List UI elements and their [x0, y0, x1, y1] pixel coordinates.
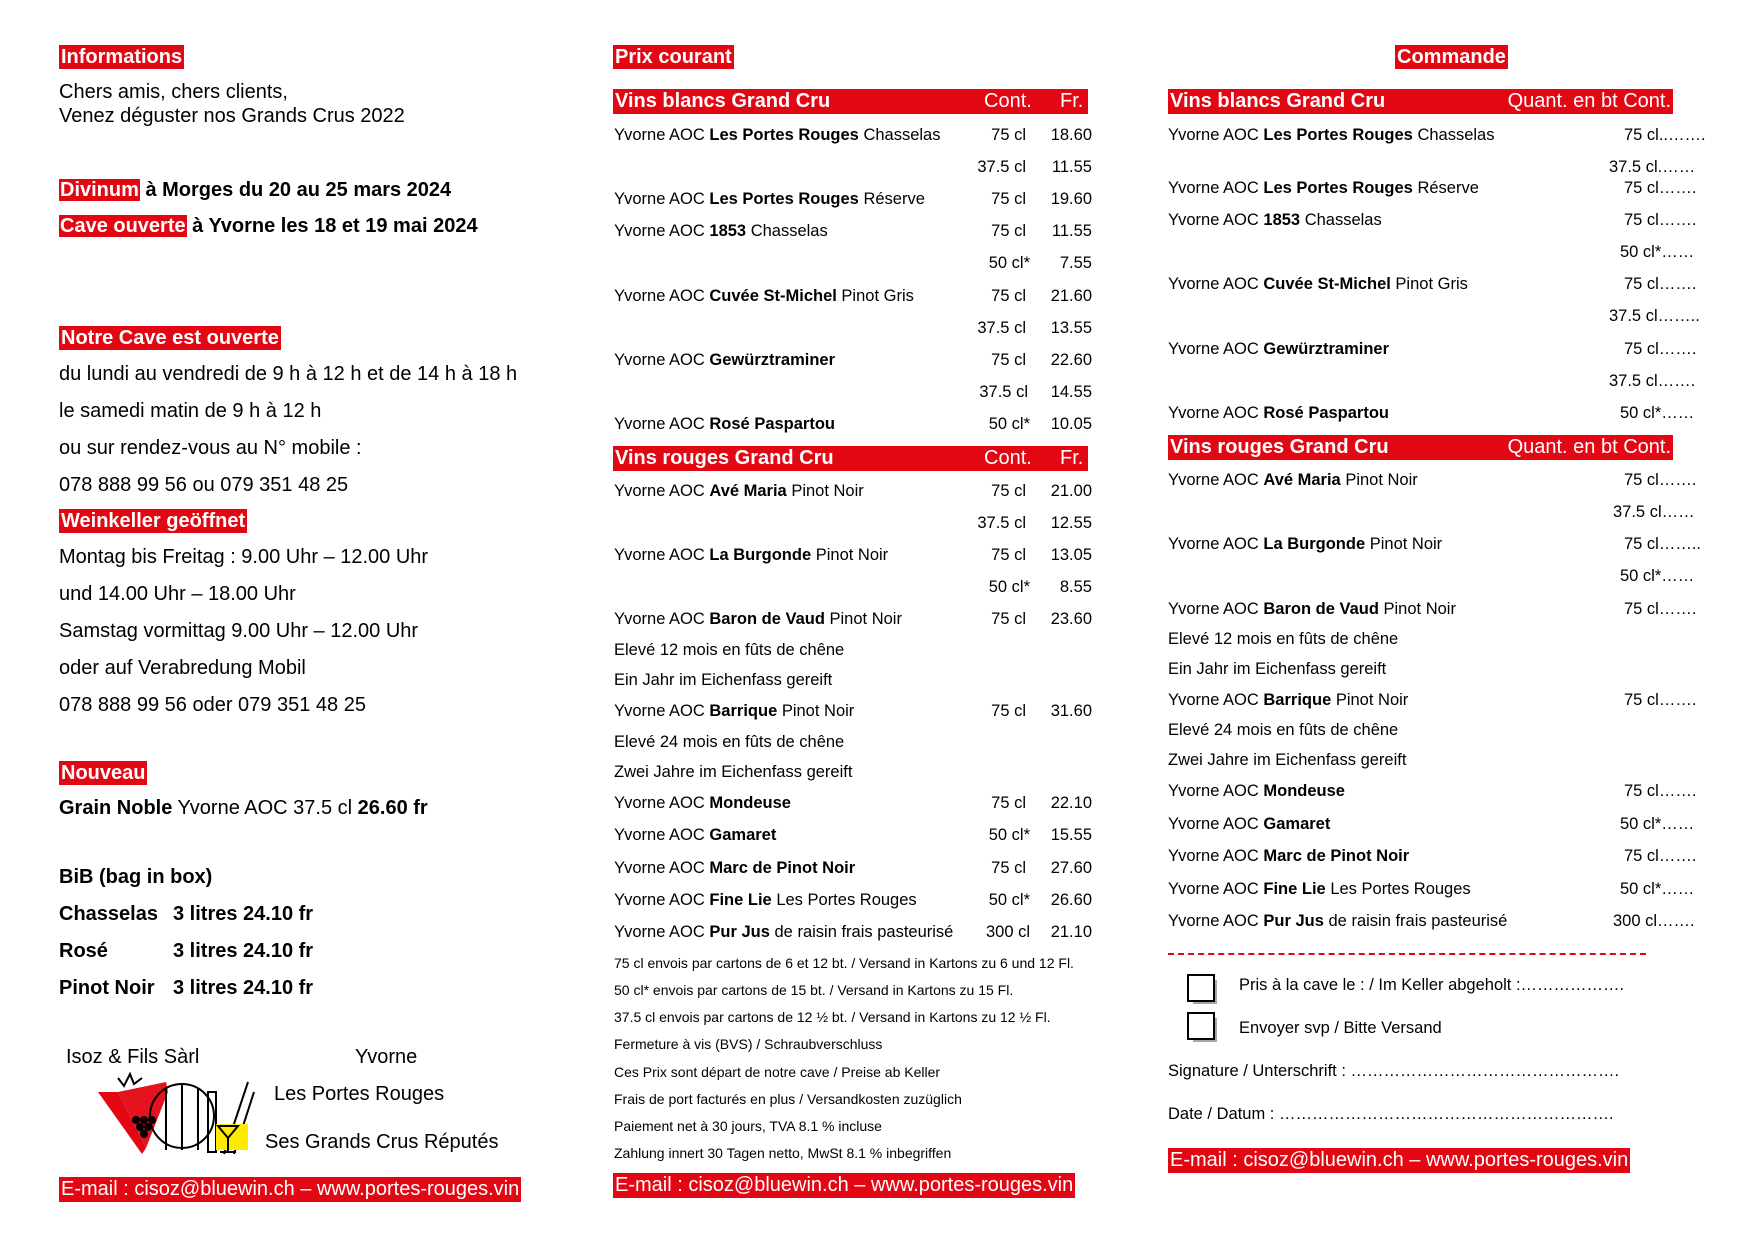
container-size: 300 cl: [985, 923, 1030, 941]
red-wines-header: Vins rouges Grand Cru Cont. Fr.: [613, 446, 1088, 471]
wine-name: Yvorne AOC Gewürztraminer: [614, 351, 836, 369]
quantity-field[interactable]: 37.5 cl.……: [1609, 158, 1696, 176]
order-red-wines-header: Vins rouges Grand Cru Quant. en bt Cont.: [1170, 436, 1671, 458]
shipping-label: Envoyer svp / Bitte Versand: [1239, 1019, 1442, 1037]
open-phone: 078 888 99 56 ou 079 351 48 25: [59, 474, 349, 496]
container-size: 75 cl: [991, 859, 1026, 877]
open-title: Notre Cave est ouverte: [61, 327, 279, 349]
order-wine-name: Yvorne AOC Marc de Pinot Noir: [1168, 847, 1410, 865]
quantity-field[interactable]: 75 cl…….: [1624, 691, 1697, 709]
container-size: 37.5 cl: [977, 319, 1026, 337]
wine-note: Elevé 24 mois en fûts de chêne: [614, 733, 845, 751]
pickup-label: Pris à la cave le : / Im Keller abgeholt :……………….: [1239, 976, 1625, 994]
footnote: 50 cl* envois par cartons de 15 bt. / Versand in Kartons zu 15 Fl.: [614, 982, 1014, 998]
wine-name: Yvorne AOC Baron de Vaud Pinot Noir: [614, 610, 902, 628]
quantity-field[interactable]: 50 cl*……: [1620, 404, 1695, 422]
footnote: 37.5 cl envois par cartons de 12 ½ bt. / Versand in Kartons zu 12 ½ Fl.: [614, 1009, 1051, 1025]
order-wine-name: Yvorne AOC Fine Lie Les Portes Rouges: [1168, 880, 1471, 898]
company-name: Isoz & Fils Sàrl: [66, 1046, 200, 1068]
quantity-field[interactable]: 50 cl*……: [1620, 243, 1695, 261]
container-size: 50 cl*: [988, 415, 1030, 433]
bib-qty: 3 litres 24.10 fr: [173, 940, 314, 962]
order-wine-name: Yvorne AOC Gewürztraminer: [1168, 340, 1390, 358]
container-size: 37.5 cl: [977, 158, 1026, 176]
quantity-field[interactable]: 50 cl*……: [1620, 880, 1695, 898]
footnote: Zahlung innert 30 Tagen netto, MwSt 8.1 % inbegriffen: [614, 1145, 952, 1161]
order-wine-name: Yvorne AOC 1853 Chasselas: [1168, 211, 1382, 229]
event-divinum-tag: Divinum: [60, 179, 139, 201]
footnote: Frais de port facturés en plus / Versandkosten zuzüglich: [614, 1091, 962, 1107]
price: 15.55: [1050, 826, 1092, 844]
new-item: Grain Noble Yvorne AOC 37.5 cl 26.60 fr: [59, 797, 428, 819]
price-list-title: Prix courant: [615, 46, 732, 68]
price: 19.60: [1050, 190, 1092, 208]
wine-name: Yvorne AOC Mondeuse: [614, 794, 791, 812]
price: 14.55: [1050, 383, 1092, 401]
wine-name: Yvorne AOC Rosé Paspartou: [614, 415, 836, 433]
greeting: Chers amis, chers clients,: [59, 81, 288, 103]
quantity-field[interactable]: 75 cl..…….: [1624, 126, 1706, 144]
order-wine-note: Ein Jahr im Eichenfass gereift: [1168, 660, 1387, 678]
quantity-field[interactable]: 75 cl…….: [1624, 847, 1697, 865]
container-size: 50 cl*: [988, 826, 1030, 844]
container-size: 50 cl*: [988, 891, 1030, 909]
price: 13.05: [1050, 546, 1092, 564]
price: 21.10: [1050, 923, 1092, 941]
order-wine-name: Yvorne AOC Cuvée St-Michel Pinot Gris: [1168, 275, 1468, 293]
quantity-field[interactable]: 37.5 cl……: [1613, 503, 1695, 521]
quantity-field[interactable]: 75 cl……..: [1624, 535, 1702, 553]
price: 13.55: [1050, 319, 1092, 337]
container-size: 75 cl: [991, 126, 1026, 144]
white-wines-header: Vins blancs Grand Cru Cont. Fr.: [613, 89, 1088, 114]
price: 10.05: [1050, 415, 1092, 433]
quantity-field[interactable]: 300 cl…….: [1613, 912, 1695, 930]
bib-name: Chasselas: [59, 903, 158, 925]
order-wine-name: Yvorne AOC Avé Maria Pinot Noir: [1168, 471, 1418, 489]
wine-note: Zwei Jahre im Eichenfass gereift: [614, 763, 853, 781]
order-wine-note: Zwei Jahre im Eichenfass gereift: [1168, 751, 1407, 769]
de-title: Weinkeller geöffnet: [61, 510, 246, 532]
email-website-link[interactable]: E-mail : cisoz@bluewin.ch – www.portes-rouges.vin: [615, 1174, 1074, 1196]
quantity-field[interactable]: 75 cl…….: [1624, 179, 1697, 197]
order-wine-note: Elevé 24 mois en fûts de chêne: [1168, 721, 1399, 739]
open-line: ou sur rendez-vous au N° mobile :: [59, 437, 362, 459]
winery-logo-icon: [96, 1072, 256, 1162]
signature-field[interactable]: Signature / Unterschrift : ………………………………………….: [1168, 1062, 1620, 1080]
quantity-field[interactable]: 75 cl…….: [1624, 471, 1697, 489]
price: 31.60: [1050, 702, 1092, 720]
price: 11.55: [1051, 222, 1092, 240]
bib-title: BiB (bag in box): [59, 866, 213, 888]
container-size: 37.5 cl: [977, 514, 1026, 532]
event-cave-ouverte: [59, 215, 478, 238]
container-size: 75 cl: [991, 702, 1026, 720]
price: 21.60: [1050, 287, 1092, 305]
village-name: Yvorne: [355, 1046, 418, 1068]
open-line: le samedi matin de 9 h à 12 h: [59, 400, 322, 422]
quantity-field[interactable]: 75 cl…….: [1624, 600, 1697, 618]
wine-name: Yvorne AOC Marc de Pinot Noir: [614, 859, 856, 877]
quantity-field[interactable]: 50 cl*……: [1620, 567, 1695, 585]
quantity-field[interactable]: 50 cl*……: [1620, 815, 1695, 833]
container-size: 75 cl: [991, 222, 1026, 240]
price: 8.55: [1059, 578, 1092, 596]
wine-name: Yvorne AOC Gamaret: [614, 826, 777, 844]
order-wine-name: Yvorne AOC La Burgonde Pinot Noir: [1168, 535, 1443, 553]
footnote: 75 cl envois par cartons de 6 et 12 bt. / Versand in Kartons zu 6 und 12 Fl.: [614, 955, 1074, 971]
quantity-field[interactable]: 37.5 cl…….: [1609, 372, 1696, 390]
container-size: 75 cl: [991, 190, 1026, 208]
shipping-checkbox[interactable]: [1187, 1012, 1215, 1040]
price: 22.10: [1050, 794, 1092, 812]
email-website-link[interactable]: E-mail : cisoz@bluewin.ch – www.portes-rouges.vin: [61, 1178, 520, 1200]
pickup-checkbox[interactable]: [1187, 974, 1215, 1002]
container-size: 75 cl: [991, 610, 1026, 628]
bib-name: Rosé: [59, 940, 108, 962]
container-size: 75 cl: [991, 287, 1026, 305]
bib-qty: 3 litres 24.10 fr: [173, 903, 314, 925]
event-cave-text: à Yvorne les 18 et 19 mai 2024: [186, 215, 478, 237]
bib-name: Pinot Noir: [59, 977, 155, 999]
price: 21.00: [1050, 482, 1092, 500]
footnote: Ces Prix sont départ de notre cave / Preise ab Keller: [614, 1064, 941, 1080]
open-line: du lundi au vendredi de 9 h à 12 h et de 14 h à 18 h: [59, 363, 518, 385]
container-size: 50 cl*: [988, 578, 1030, 596]
bib-qty: 3 litres 24.10 fr: [173, 977, 314, 999]
order-wine-name: Yvorne AOC Pur Jus de raisin frais pasteurisé: [1168, 912, 1508, 930]
quantity-field[interactable]: 75 cl…….: [1624, 211, 1697, 229]
de-line: oder auf Verabredung Mobil: [59, 657, 306, 679]
invite: Venez déguster nos Grands Crus 2022: [59, 105, 405, 127]
email-website-link[interactable]: E-mail : cisoz@bluewin.ch – www.portes-rouges.vin: [1170, 1149, 1629, 1171]
footnote: Paiement net à 30 jours, TVA 8.1 % incluse: [614, 1118, 882, 1134]
price: 22.60: [1050, 351, 1092, 369]
wine-name: Yvorne AOC Les Portes Rouges Chasselas: [614, 126, 941, 144]
date-field[interactable]: Date / Datum : …………………………………………………….: [1168, 1105, 1614, 1123]
order-wine-name: Yvorne AOC Rosé Paspartou: [1168, 404, 1390, 422]
order-title: Commande: [1397, 46, 1506, 68]
wine-name: Yvorne AOC Fine Lie Les Portes Rouges: [614, 891, 917, 909]
order-wine-name: Yvorne AOC Mondeuse: [1168, 782, 1345, 800]
order-wine-name: Yvorne AOC Barrique Pinot Noir: [1168, 691, 1409, 709]
event-divinum: [59, 179, 451, 202]
dashed-divider: [1168, 953, 1646, 955]
price: 27.60: [1050, 859, 1092, 877]
container-size: 37.5 cl: [979, 383, 1028, 401]
wine-name: Yvorne AOC Cuvée St-Michel Pinot Gris: [614, 287, 914, 305]
wine-name: Yvorne AOC Pur Jus de raisin frais pasteurisé: [614, 923, 954, 941]
price: 26.60: [1050, 891, 1092, 909]
quantity-field[interactable]: 75 cl…….: [1624, 782, 1697, 800]
container-size: 50 cl*: [988, 254, 1030, 272]
order-white-wines-header: Vins blancs Grand Cru Quant. en bt Cont.: [1170, 90, 1671, 112]
container-size: 75 cl: [991, 351, 1026, 369]
wine-name: Yvorne AOC La Burgonde Pinot Noir: [614, 546, 889, 564]
price: 11.55: [1051, 158, 1092, 176]
de-line: und 14.00 Uhr – 18.00 Uhr: [59, 583, 296, 605]
price: 12.55: [1050, 514, 1092, 532]
slogan: Ses Grands Crus Réputés: [265, 1131, 499, 1153]
footnote: Fermeture à vis (BVS) / Schraubverschluss: [614, 1036, 883, 1052]
quantity-field[interactable]: 75 cl…….: [1624, 275, 1697, 293]
container-size: 75 cl: [991, 794, 1026, 812]
order-wine-name: Yvorne AOC Les Portes Rouges Réserve: [1168, 179, 1479, 197]
order-wine-name: Yvorne AOC Baron de Vaud Pinot Noir: [1168, 600, 1456, 618]
de-phone: 078 888 99 56 oder 079 351 48 25: [59, 694, 366, 716]
container-size: 75 cl: [991, 482, 1026, 500]
price: 23.60: [1050, 610, 1092, 628]
container-size: 75 cl: [991, 546, 1026, 564]
de-line: Samstag vormittag 9.00 Uhr – 12.00 Uhr: [59, 620, 419, 642]
price: 18.60: [1050, 126, 1092, 144]
wine-note: Ein Jahr im Eichenfass gereift: [614, 671, 833, 689]
order-wine-name: Yvorne AOC Les Portes Rouges Chasselas: [1168, 126, 1495, 144]
brand-name: Les Portes Rouges: [274, 1083, 445, 1105]
de-line: Montag bis Freitag : 9.00 Uhr – 12.00 Uhr: [59, 546, 429, 568]
quantity-field[interactable]: 37.5 cl……..: [1609, 307, 1700, 325]
event-divinum-text: à Morges du 20 au 25 mars 2024: [139, 179, 452, 201]
wine-name: Yvorne AOC 1853 Chasselas: [614, 222, 828, 240]
wine-name: Yvorne AOC Les Portes Rouges Réserve: [614, 190, 925, 208]
wine-name: Yvorne AOC Avé Maria Pinot Noir: [614, 482, 864, 500]
new-title: Nouveau: [61, 762, 146, 784]
wine-note: Elevé 12 mois en fûts de chêne: [614, 641, 845, 659]
order-wine-name: Yvorne AOC Gamaret: [1168, 815, 1331, 833]
price: 7.55: [1059, 254, 1092, 272]
wine-name: Yvorne AOC Barrique Pinot Noir: [614, 702, 855, 720]
info-title: Informations: [61, 46, 183, 68]
quantity-field[interactable]: 75 cl…….: [1624, 340, 1697, 358]
event-cave-tag: Cave ouverte: [60, 215, 186, 237]
order-wine-note: Elevé 12 mois en fûts de chêne: [1168, 630, 1399, 648]
